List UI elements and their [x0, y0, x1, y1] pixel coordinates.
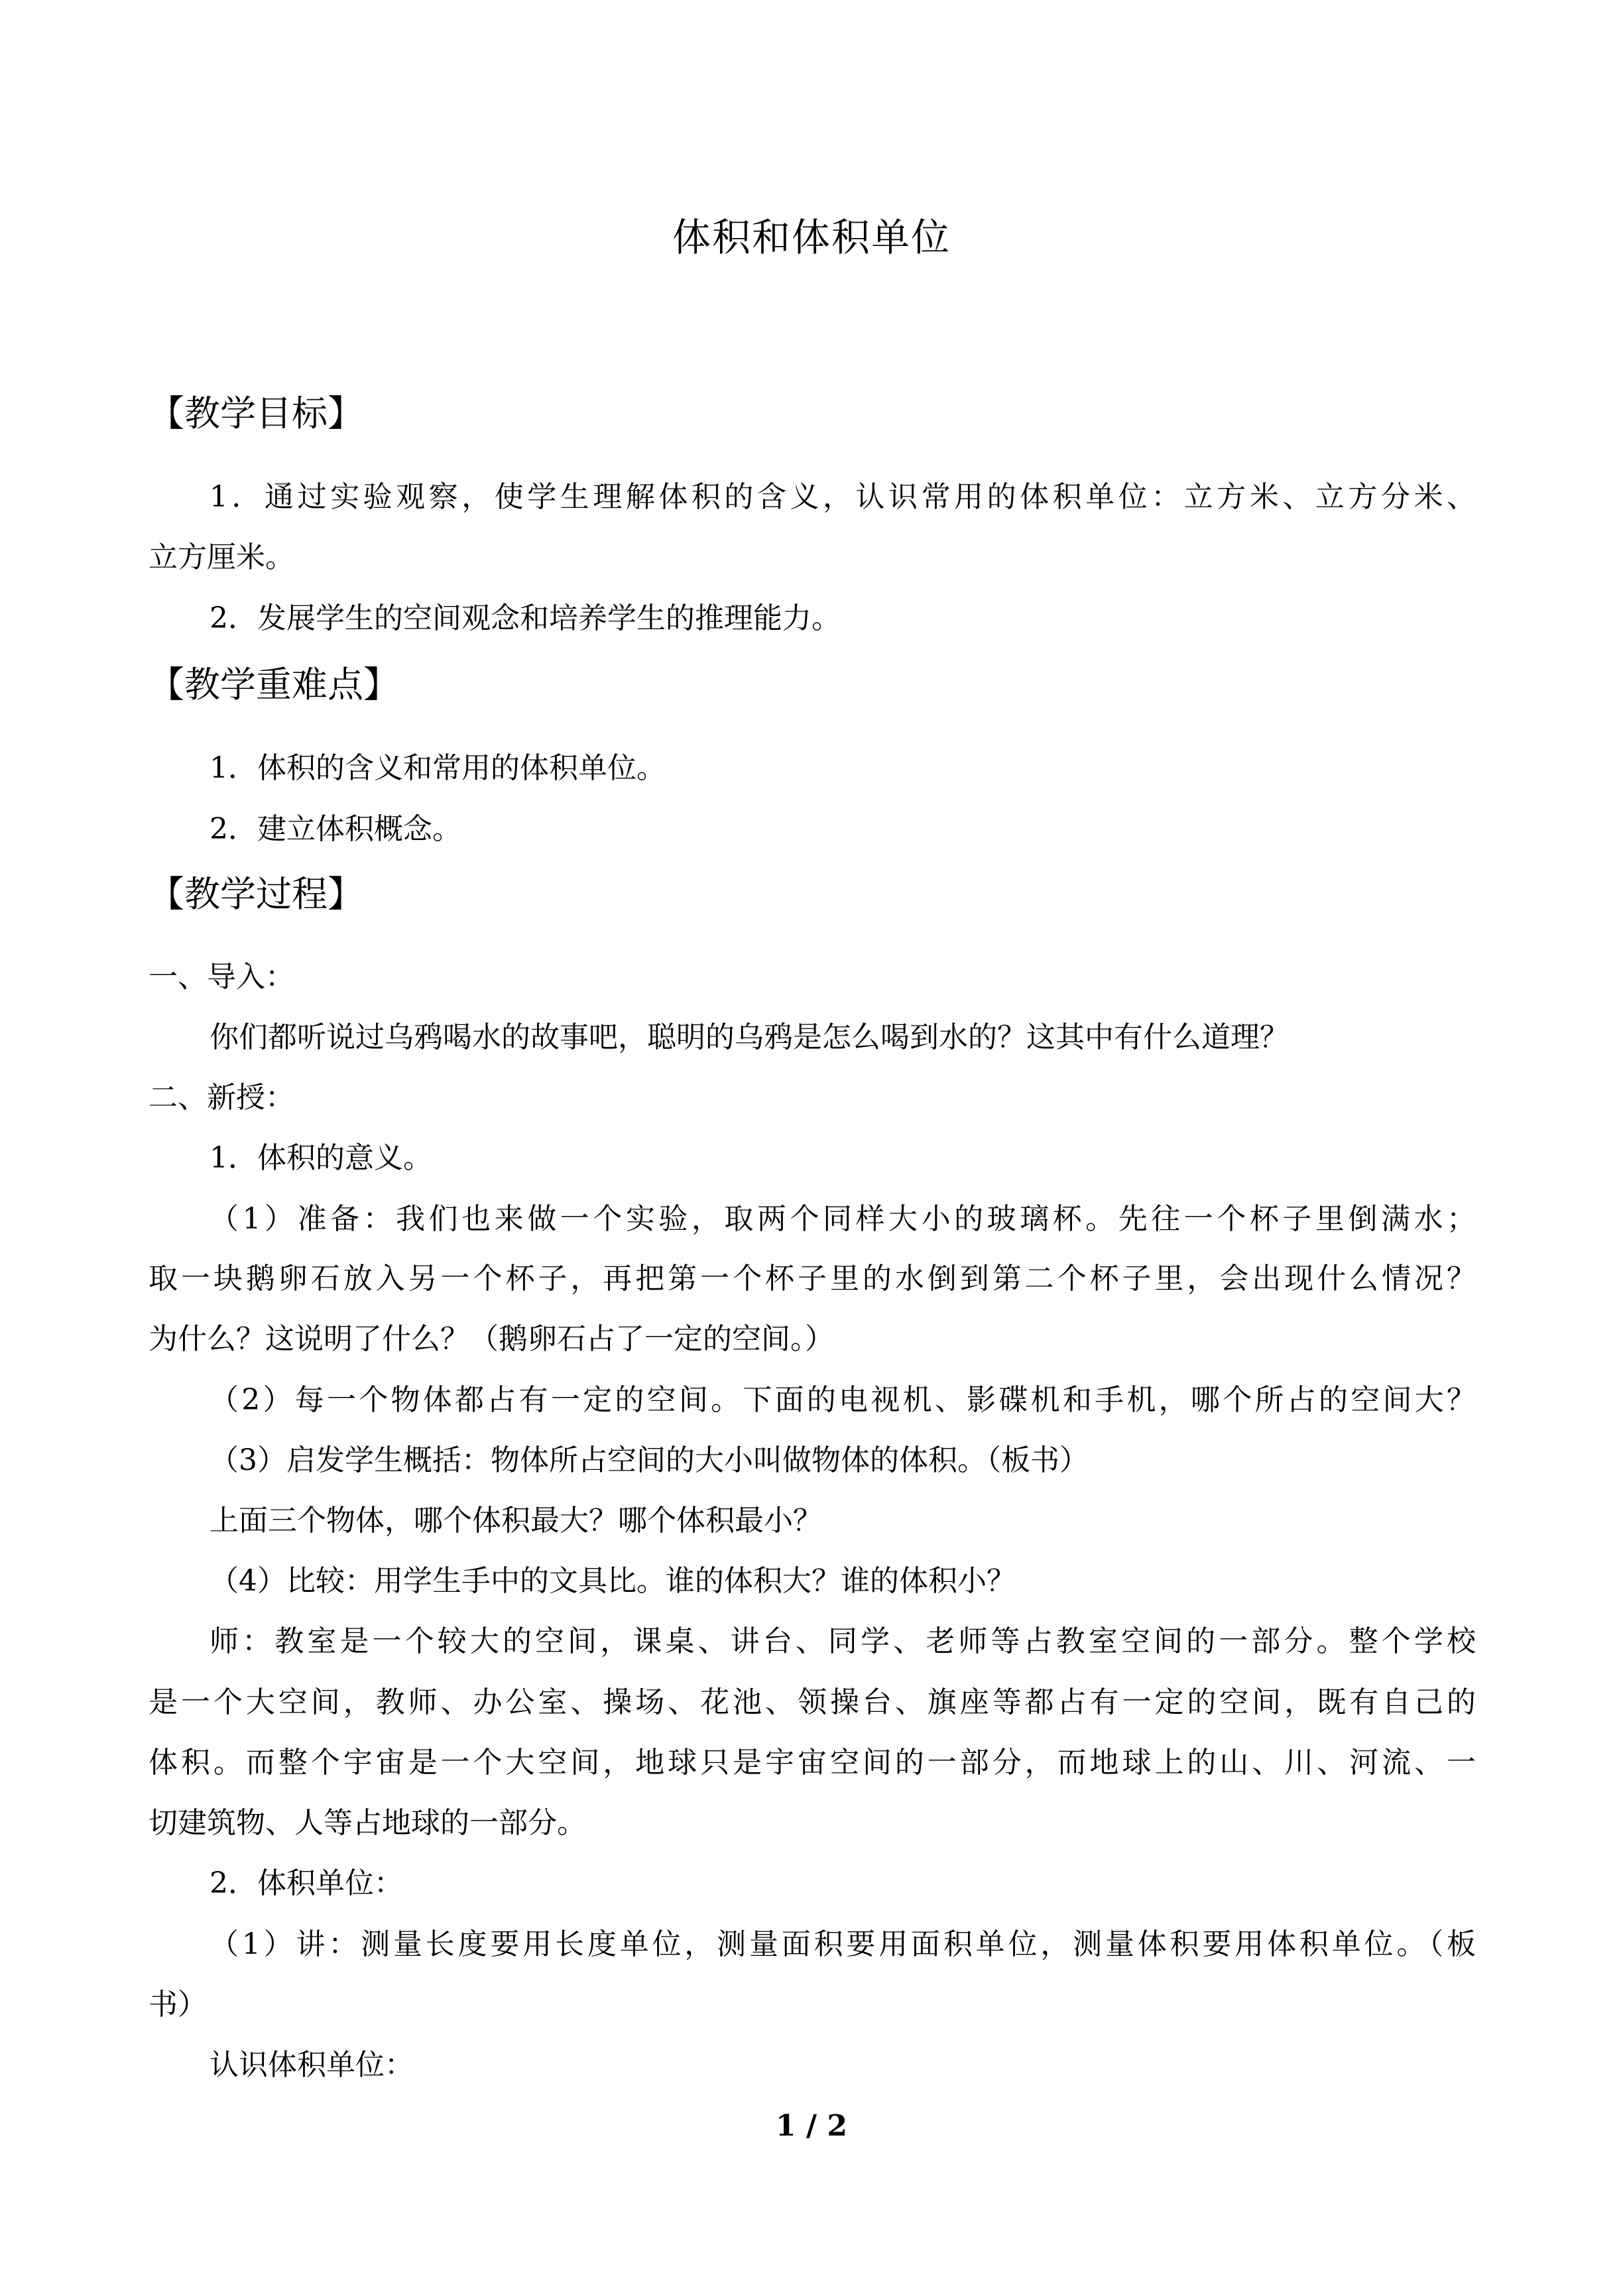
teacher-paragraph-line-4: 切建筑物、人等占地球的一部分。 [149, 1806, 586, 1840]
page-indicator: 1 / 2 [776, 2109, 847, 2143]
heading-process: 【教学过程】 [149, 873, 363, 915]
section-1-text: 你们都听说过乌鸦喝水的故事吧，聪明的乌鸦是怎么喝到水的？这其中有什么道理？ [210, 1020, 1289, 1054]
objective-2: 2．发展学生的空间观念和培养学生的推理能力。 [210, 601, 841, 635]
paragraph-3: （3）启发学生概括：物体所占空间的大小叫做物体的体积。（板书） [210, 1443, 1089, 1477]
paragraph-2: （2）每一个物体都占有一定的空间。下面的电视机、影碟机和手机，哪个所占的空间大？ [210, 1383, 1476, 1417]
heading-objectives: 【教学目标】 [149, 393, 363, 434]
key-point-2: 2．建立体积概念。 [210, 812, 461, 846]
paragraph-1-line-1: （1）准备：我们也来做一个实验，取两个同样大小的玻璃杯。先往一个杯子里倒满水； [210, 1202, 1476, 1236]
teacher-paragraph-line-1: 师：教室是一个较大的空间，课桌、讲台、同学、老师等占教室空间的一部分。整个学校 [210, 1624, 1476, 1658]
unit-paragraph-line-2: 书） [149, 1988, 207, 2022]
subsection-2-title: 2．体积单位： [210, 1866, 403, 1900]
paragraph-3b: 上面三个物体，哪个体积最大？哪个体积最小？ [210, 1504, 822, 1538]
teacher-paragraph-line-3: 体积。而整个宇宙是一个大空间，地球只是宇宙空间的一部分，而地球上的山、川、河流、一 [149, 1746, 1476, 1780]
page-title: 体积和体积单位 [672, 215, 951, 260]
unit-paragraph-line-1: （1）讲：测量长度要用长度单位，测量面积要用面积单位，测量体积要用体积单位。（板 [210, 1927, 1476, 1961]
recognize-units: 认识体积单位： [210, 2048, 414, 2082]
heading-key-points: 【教学重难点】 [149, 664, 399, 705]
paragraph-4: （4）比较：用学生手中的文具比。谁的体积大？谁的体积小？ [210, 1564, 1016, 1598]
objective-1-line-2: 立方厘米。 [149, 540, 294, 574]
subsection-1-title: 1．体积的意义。 [210, 1141, 432, 1175]
key-point-1: 1．体积的含义和常用的体积单位。 [210, 751, 666, 785]
objective-1-line-1: 1．通过实验观察，使学生理解体积的含义，认识常用的体积单位：立方米、立方分米、 [210, 480, 1476, 514]
teacher-paragraph-line-2: 是一个大空间，教师、办公室、操场、花池、领操台、旗座等都占有一定的空间，既有自己的 [149, 1685, 1476, 1719]
paragraph-1-line-3: 为什么？这说明了什么？（鹅卵石占了一定的空间。） [149, 1322, 834, 1356]
section-1-title: 一、导入： [149, 960, 294, 994]
paragraph-1-line-2: 取一块鹅卵石放入另一个杯子，再把第一个杯子里的水倒到第二个杯子里，会出现什么情况？ [149, 1262, 1476, 1296]
section-2-title: 二、新授： [149, 1081, 294, 1115]
